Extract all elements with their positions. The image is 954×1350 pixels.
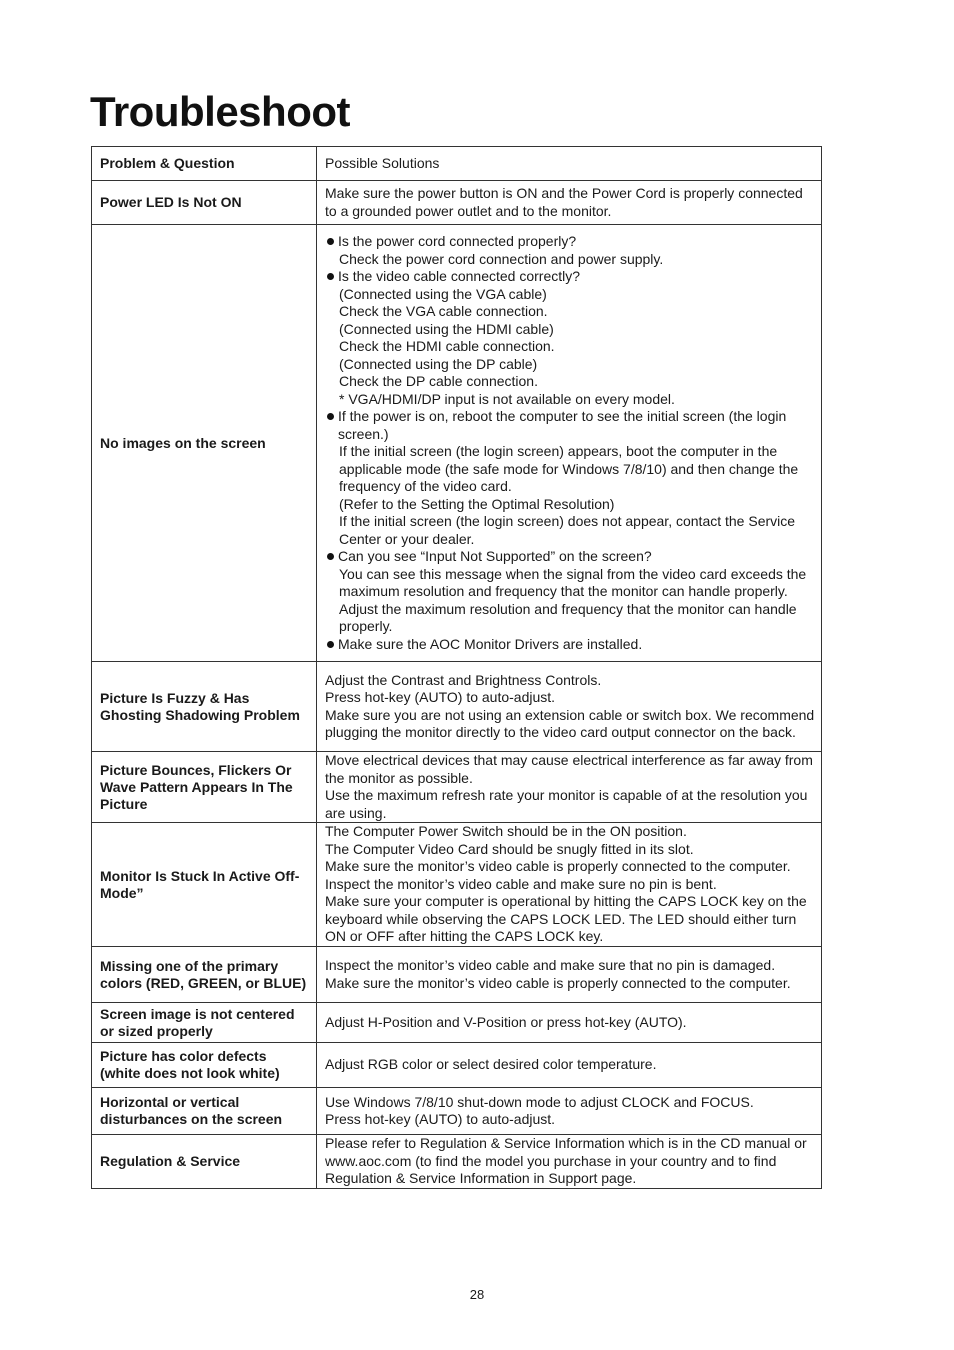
bullet-item (325, 548, 815, 566)
solution-cell (317, 225, 822, 662)
problem-cell: Monitor Is Stuck In Active Off-Mode” (92, 823, 317, 947)
solution-line: Make sure the monitor’s video cable is properly connected to the computer. (325, 974, 791, 991)
bullet-line: Check the HDMI cable connection. (339, 338, 555, 354)
table-row (92, 947, 822, 1003)
problem-cell: Missing one of the primary colors (RED, GREEN, or BLUE) (92, 947, 317, 1003)
solution-line: Make sure your computer is operational by hitting the CAPS LOCK key on the keyboard while observing the CAPS LOCK LED. The LED should either turn ON or OFF after hitting the CAPS LOCK key. (325, 893, 807, 945)
solution-line: Use the maximum refresh rate your monitor is capable of at the resolution you are using. (325, 787, 808, 821)
solution-cell (317, 1088, 822, 1135)
table-row (92, 1003, 822, 1043)
table-header-row (92, 147, 822, 181)
solution-line: The Computer Power Switch should be in the ON position. (325, 823, 687, 840)
bullet-line: Check the power cord connection and power supply. (339, 250, 664, 267)
bullet-line: (Connected using the DP cable) (339, 355, 538, 372)
bullet-head: Make sure the AOC Monitor Drivers are installed. (338, 635, 643, 652)
solution-line: Adjust the Contrast and Brightness Controls. (325, 671, 602, 688)
bullet-item (325, 268, 815, 286)
solution-cell (317, 947, 822, 1003)
solution-line: Use Windows 7/8/10 shut-down mode to adjust CLOCK and FOCUS. (325, 1093, 754, 1110)
table-row (92, 1135, 822, 1189)
bullet-item (325, 636, 815, 654)
solution-line: Make sure the monitor’s video cable is properly connected to the computer. (325, 858, 791, 875)
bullet-line: Adjust the maximum resolution and frequency that the monitor can handle properly. (339, 600, 797, 634)
solution-line: Press hot-key (AUTO) to auto-adjust. (325, 689, 556, 705)
bullet-line: * VGA/HDMI/DP input is not available on every model. (339, 390, 675, 407)
solution-cell (317, 1135, 822, 1189)
table-row (92, 823, 822, 947)
solution-cell (317, 181, 822, 225)
solution-line: Adjust H-Position and V-Position or press hot-key (AUTO). (325, 1013, 687, 1030)
bullet-item (325, 408, 815, 443)
bullet-dot-icon (327, 413, 334, 420)
problem-cell: Screen image is not centered or sized properly (92, 1003, 317, 1043)
header-solution: Possible Solutions (317, 147, 822, 181)
problem-cell: Picture has color defects (white does not look white) (92, 1043, 317, 1088)
bullet-line: (Connected using the HDMI cable) (339, 320, 554, 337)
problem-cell: Regulation & Service (92, 1135, 317, 1189)
bullet-dot-icon (327, 238, 334, 245)
solution-line: Make sure you are not using an extension cable or switch box. We recommend plugging the monitor directly to the video card output connector on the back. (325, 706, 815, 740)
header-question: Problem & Question (92, 147, 317, 181)
solution-line: Press hot-key (AUTO) to auto-adjust. (325, 1111, 556, 1127)
table-row (92, 1088, 822, 1135)
bullet-line: You can see this message when the signal from the video card exceeds the maximum resolution and frequency that the monitor can handle properly. (339, 565, 807, 599)
page-title: Troubleshoot (90, 88, 350, 135)
bullet-line: If the initial screen (the login screen) appears, boot the computer in the applicable mode (the safe mode for Windows 7/8/10) and then change the frequency of the video card. (339, 443, 799, 494)
solution-line: Make sure the power button is ON and the Power Cord is properly connected to a grounded power outlet and to the monitor. (325, 185, 803, 219)
bullet-line: (Connected using the VGA cable) (339, 285, 547, 302)
table-row (92, 662, 822, 752)
bullet-dot-icon (327, 273, 334, 280)
bullet-head: Is the power cord connected properly? (338, 233, 577, 249)
bullet-line: (Refer to the Setting the Optimal Resolution) (339, 495, 615, 512)
table-row (92, 1043, 822, 1088)
bullet-line: Check the VGA cable connection. (339, 303, 548, 319)
bullet-head: If the power is on, reboot the computer to see the initial screen (the login screen.) (338, 408, 787, 442)
solution-cell (317, 1043, 822, 1088)
solution-line: The Computer Video Card should be snugly fitted in its slot. (325, 840, 694, 857)
table-row (92, 752, 822, 823)
solution-cell (317, 823, 822, 947)
troubleshoot-table (91, 146, 822, 1189)
solution-cell (317, 1003, 822, 1043)
bullet-head: Is the video cable connected correctly? (338, 268, 581, 284)
bullet-line: If the initial screen (the login screen) does not appear, contact the Service Center or your dealer. (339, 513, 796, 547)
bullet-line: Check the DP cable connection. (339, 373, 538, 389)
problem-cell: Picture Bounces, Flickers Or Wave Pattern Appears In The Picture (92, 752, 317, 823)
table-row (92, 181, 822, 225)
table-row (92, 225, 822, 662)
bullet-item (325, 233, 815, 251)
problem-cell: No images on the screen (92, 225, 317, 662)
solution-cell (317, 662, 822, 752)
problem-cell: Picture Is Fuzzy & Has Ghosting Shadowing Problem (92, 662, 317, 752)
solution-line: Inspect the monitor’s video cable and make sure that no pin is damaged. (325, 957, 776, 973)
page-number: 28 (469, 1287, 485, 1302)
solution-line: Adjust RGB color or select desired color temperature. (325, 1056, 657, 1073)
problem-cell: Power LED Is Not ON (92, 181, 317, 225)
bullet-head: Can you see “Input Not Supported” on the screen? (338, 548, 652, 564)
solution-line: Please refer to Regulation & Service Information which is in the CD manual or www.aoc.com (to find the model you purchase in your country and to find Regulation & Service Information in Support page. (325, 1135, 807, 1186)
solution-line: Inspect the monitor’s video cable and make sure no pin is bent. (325, 875, 717, 892)
solution-line: Move electrical devices that may cause electrical interference as far away from the monitor as possible. (325, 752, 813, 786)
bullet-dot-icon (327, 553, 334, 560)
bullet-dot-icon (327, 641, 334, 648)
problem-cell: Horizontal or vertical disturbances on the screen (92, 1088, 317, 1135)
solution-cell (317, 752, 822, 823)
